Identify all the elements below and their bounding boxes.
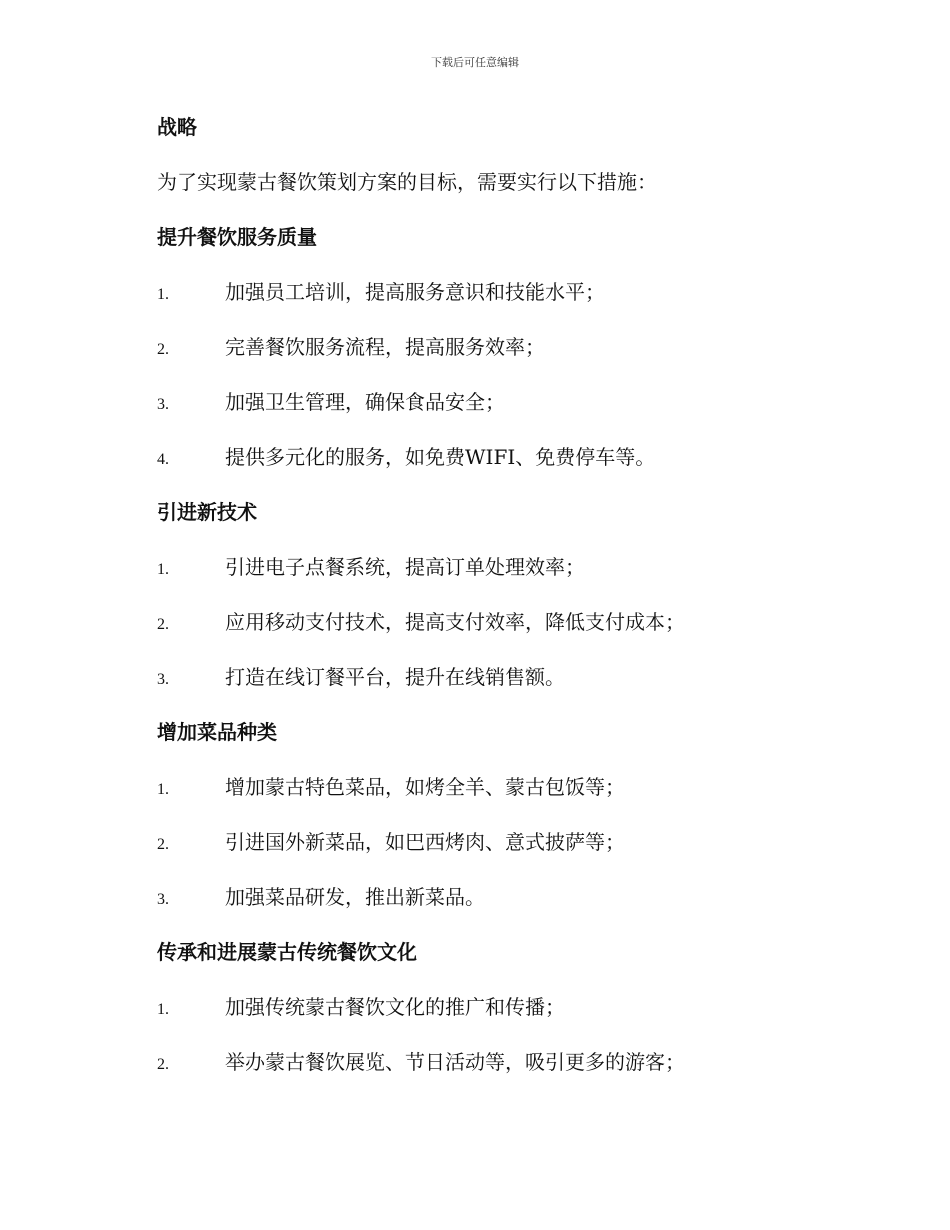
list-item	[157, 440, 857, 495]
list-item	[157, 1045, 857, 1100]
list-item-number: 1.	[157, 1001, 169, 1018]
list-item-number: 3.	[157, 396, 169, 413]
list-item-text: 加强菜品研发，推出新菜品。	[225, 885, 485, 909]
list-item-number: 1.	[157, 561, 169, 578]
list-item-text: 加强传统蒙古餐饮文化的推广和传播；	[225, 995, 565, 1019]
list-item-number: 1.	[157, 286, 169, 303]
list-item-text: 打造在线订餐平台，提升在线销售额。	[225, 665, 565, 689]
section-heading: 提升餐饮服务质量	[157, 225, 317, 249]
list-item-text: 加强卫生管理，确保食品安全；	[225, 390, 505, 414]
list-item	[157, 550, 857, 605]
list-item-text: 加强员工培训，提高服务意识和技能水平；	[225, 280, 605, 304]
list-item	[157, 275, 857, 330]
list-item	[157, 825, 857, 880]
list-item	[157, 605, 857, 660]
section-heading: 战略	[157, 115, 197, 139]
list-item-text: 引进电子点餐系统，提高订单处理效率；	[225, 555, 585, 579]
list-item-number: 3.	[157, 671, 169, 688]
section-heading: 增加菜品种类	[157, 720, 277, 744]
list-item-text: 应用移动支付技术，提高支付效率，降低支付成本；	[225, 610, 685, 634]
document-content	[157, 110, 857, 1100]
list-item	[157, 770, 857, 825]
list-item-number: 3.	[157, 891, 169, 908]
list-item-text: 增加蒙古特色菜品，如烤全羊、蒙古包饭等；	[225, 775, 625, 799]
list-item-number: 2.	[157, 616, 169, 633]
list-item-text: 完善餐饮服务流程，提高服务效率；	[225, 335, 545, 359]
section-heading: 引进新技术	[157, 500, 257, 524]
list-item-text: 提供多元化的服务，如免费WIFI、免费停车等。	[225, 445, 656, 469]
intro-paragraph: 为了实现蒙古餐饮策划方案的目标，需要实行以下措施：	[157, 170, 657, 194]
list-item	[157, 385, 857, 440]
list-item-number: 2.	[157, 836, 169, 853]
section-heading: 传承和进展蒙古传统餐饮文化	[157, 940, 417, 964]
list-item-number: 2.	[157, 1056, 169, 1073]
list-item-text: 举办蒙古餐饮展览、节日活动等，吸引更多的游客；	[225, 1050, 685, 1074]
list-item	[157, 330, 857, 385]
list-item	[157, 880, 857, 935]
list-item-text: 引进国外新菜品，如巴西烤肉、意式披萨等；	[225, 830, 625, 854]
list-item-number: 1.	[157, 781, 169, 798]
list-item	[157, 990, 857, 1045]
list-item-number: 4.	[157, 451, 169, 468]
header-note: 下载后可任意编辑	[431, 56, 519, 69]
list-item-number: 2.	[157, 341, 169, 358]
list-item	[157, 660, 857, 715]
